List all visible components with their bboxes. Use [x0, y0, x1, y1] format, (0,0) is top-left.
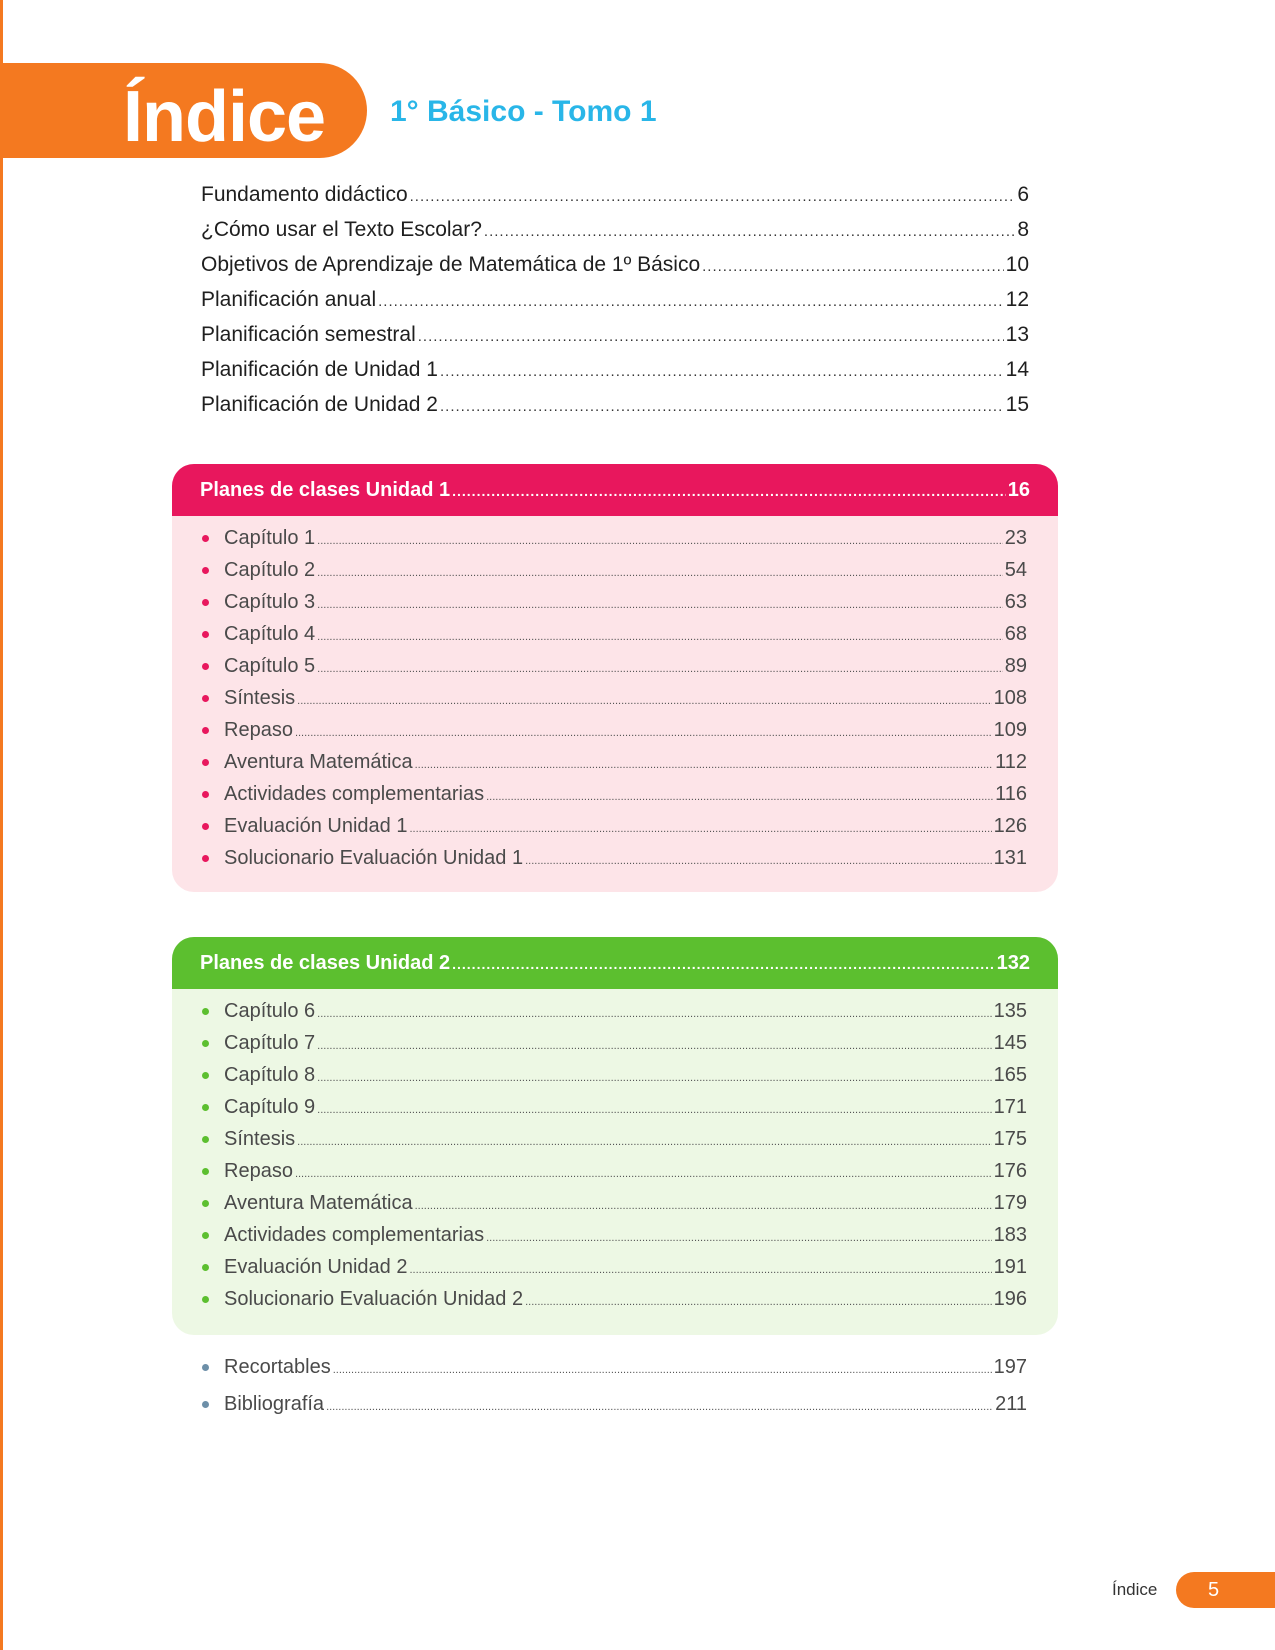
toc-entry-page: 23 — [1004, 527, 1027, 549]
unit-1-page: 16 — [1007, 479, 1030, 501]
toc-entry-label: Capítulo 2 — [224, 559, 316, 581]
dot-leader — [409, 815, 991, 843]
toc-entry[interactable] — [201, 355, 1029, 387]
dot-leader — [295, 1160, 992, 1188]
toc-entry-page: 179 — [993, 1192, 1027, 1214]
toc-entry-page: 126 — [993, 815, 1027, 837]
bullet-icon — [202, 599, 209, 606]
dot-leader — [317, 655, 1003, 683]
toc-entry-label: Síntesis — [224, 1128, 296, 1150]
toc-entry-page: 112 — [995, 751, 1027, 773]
toc-subentry[interactable] — [224, 1353, 1027, 1384]
toc-entry-page: 12 — [1005, 288, 1029, 311]
toc-entry[interactable] — [201, 215, 1029, 247]
dot-leader — [440, 392, 1004, 422]
toc-entry[interactable] — [201, 180, 1029, 212]
bullet-icon — [202, 791, 209, 798]
toc-subentry[interactable] — [224, 812, 1027, 843]
page-title: Índice — [123, 77, 326, 157]
dot-leader — [326, 1393, 993, 1421]
toc-entry[interactable] — [201, 320, 1029, 352]
toc-entry-page: 15 — [1005, 393, 1029, 416]
toc-entry-page: 13 — [1005, 323, 1029, 346]
toc-subentry[interactable] — [224, 652, 1027, 683]
dot-leader — [317, 623, 1003, 651]
toc-entry-label: Aventura Matemática — [224, 1192, 413, 1214]
unit-2-page: 132 — [996, 952, 1030, 974]
toc-subentry[interactable] — [224, 1125, 1027, 1156]
toc-subentry[interactable] — [224, 716, 1027, 747]
toc-entry-page: 8 — [1017, 218, 1029, 241]
dot-leader — [415, 1192, 992, 1220]
toc-entry-page: 175 — [993, 1128, 1027, 1150]
bullet-icon — [202, 855, 209, 862]
dot-leader — [295, 719, 992, 747]
toc-subentry[interactable] — [224, 1029, 1027, 1060]
dot-leader — [317, 1096, 991, 1124]
bullet-icon — [202, 1232, 209, 1239]
toc-entry-page: 54 — [1004, 559, 1027, 581]
dot-leader — [418, 322, 1004, 352]
bullet-icon — [202, 535, 209, 542]
toc-subentry[interactable] — [224, 1390, 1027, 1421]
toc-entry-page: 171 — [993, 1096, 1027, 1118]
toc-subentry[interactable] — [224, 684, 1027, 715]
dot-leader — [317, 559, 1003, 587]
toc-subentry[interactable] — [224, 1157, 1027, 1188]
toc-entry-label: Capítulo 8 — [224, 1064, 316, 1086]
unit-1-heading-entry[interactable] — [200, 475, 1030, 506]
bullet-icon — [202, 1264, 209, 1271]
dot-leader — [415, 751, 993, 779]
dot-leader — [297, 1128, 991, 1156]
toc-entry-label: Capítulo 9 — [224, 1096, 316, 1118]
toc-entry[interactable] — [201, 285, 1029, 317]
toc-entry-page: 116 — [995, 783, 1027, 805]
toc-entry[interactable] — [201, 390, 1029, 422]
toc-subentry[interactable] — [224, 620, 1027, 651]
bullet-icon — [202, 1200, 209, 1207]
dot-leader — [317, 1000, 991, 1028]
dot-leader — [484, 217, 1015, 247]
toc-entry-label: Actividades complementarias — [224, 783, 485, 805]
bullet-icon — [202, 663, 209, 670]
dot-leader — [409, 1256, 991, 1284]
toc-entry-label: Capítulo 6 — [224, 1000, 316, 1022]
toc-entry-label: Repaso — [224, 719, 293, 741]
dot-leader — [525, 1288, 992, 1316]
unit-2-header[interactable] — [172, 937, 1058, 989]
toc-entry-label: Síntesis — [224, 687, 296, 709]
toc-entry-page: 6 — [1017, 183, 1029, 206]
footer-section-label: Índice — [1112, 1580, 1158, 1599]
toc-entry-label: Solucionario Evaluación Unidad 1 — [224, 847, 524, 869]
toc-subentry[interactable] — [224, 1285, 1027, 1316]
toc-entry-label: Solucionario Evaluación Unidad 2 — [224, 1288, 524, 1310]
unit-1-header[interactable] — [172, 464, 1058, 516]
bullet-icon — [202, 759, 209, 766]
toc-subentry[interactable] — [224, 1093, 1027, 1124]
toc-entry-label: Repaso — [224, 1160, 293, 1182]
toc-entry-page: 131 — [993, 847, 1027, 869]
unit-1-title: Planes de clases Unidad 1 — [200, 479, 451, 501]
toc-subentry[interactable] — [224, 1221, 1027, 1252]
toc-entry-page: 145 — [993, 1032, 1027, 1054]
dot-leader — [317, 527, 1003, 555]
toc-entry-label: Planificación de Unidad 2 — [201, 393, 438, 416]
dot-leader — [440, 357, 1004, 387]
toc-entry-label: Capítulo 3 — [224, 591, 316, 613]
dot-leader — [317, 591, 1003, 619]
toc-entry-label: Planificación de Unidad 1 — [201, 358, 438, 381]
page-subtitle: 1° Básico - Tomo 1 — [390, 95, 657, 128]
toc-entry-label: Actividades complementarias — [224, 1224, 485, 1246]
dot-leader — [702, 252, 1004, 282]
bullet-icon — [202, 1104, 209, 1111]
dot-leader — [486, 783, 993, 811]
toc-entry-page: 63 — [1004, 591, 1027, 613]
toc-entry-page: 183 — [993, 1224, 1027, 1246]
toc-entry-page: 176 — [993, 1160, 1027, 1182]
toc-entry-page: 197 — [993, 1356, 1027, 1378]
toc-subentry[interactable] — [224, 1189, 1027, 1220]
dot-leader — [297, 687, 991, 715]
bullet-icon — [202, 695, 209, 702]
toc-entry-label: Planificación semestral — [201, 323, 416, 346]
dot-leader — [486, 1224, 992, 1252]
bullet-icon — [202, 1401, 209, 1408]
toc-subentry[interactable] — [224, 556, 1027, 587]
toc-entry-page: 211 — [995, 1393, 1027, 1415]
dot-leader — [525, 847, 992, 875]
toc-entry-page: 109 — [993, 719, 1027, 741]
dot-leader — [317, 1032, 991, 1060]
toc-entry-label: Evaluación Unidad 1 — [224, 815, 408, 837]
dot-leader — [378, 287, 1004, 317]
toc-entry-label: Aventura Matemática — [224, 751, 413, 773]
dot-leader — [410, 182, 1016, 212]
page-number: 5 — [1208, 1579, 1220, 1601]
dot-leader — [452, 476, 1006, 506]
toc-entry-label: Fundamento didáctico — [201, 183, 408, 206]
bullet-icon — [202, 727, 209, 734]
toc-entry-page: 89 — [1004, 655, 1027, 677]
toc-subentry[interactable] — [224, 844, 1027, 875]
toc-entry-page: 108 — [993, 687, 1027, 709]
bullet-icon — [202, 1364, 209, 1371]
bullet-icon — [202, 1040, 209, 1047]
toc-subentry[interactable] — [224, 1061, 1027, 1092]
toc-entry-label: Bibliografía — [224, 1393, 325, 1415]
dot-leader — [452, 949, 995, 979]
toc-entry-page: 10 — [1005, 253, 1029, 276]
bullet-icon — [202, 1008, 209, 1015]
toc-entry-label: Capítulo 4 — [224, 623, 316, 645]
toc-entry-label: Planificación anual — [201, 288, 377, 311]
page-number-tab — [1176, 1572, 1275, 1608]
toc-entry-label: Capítulo 5 — [224, 655, 316, 677]
toc-subentry[interactable] — [224, 1253, 1027, 1284]
toc-entry-label: Objetivos de Aprendizaje de Matemática de 1º Básico — [201, 253, 701, 276]
toc-entry-page: 14 — [1005, 358, 1029, 381]
toc-subentry[interactable] — [224, 588, 1027, 619]
bullet-icon — [202, 1136, 209, 1143]
unit-2-heading-entry[interactable] — [200, 948, 1030, 979]
toc-entry-page: 191 — [993, 1256, 1027, 1278]
toc-entry-page: 165 — [993, 1064, 1027, 1086]
toc-entry-page: 196 — [993, 1288, 1027, 1310]
toc-entry-label: Evaluación Unidad 2 — [224, 1256, 408, 1278]
bullet-icon — [202, 1072, 209, 1079]
toc-entry[interactable] — [201, 250, 1029, 282]
bullet-icon — [202, 1168, 209, 1175]
bullet-icon — [202, 1296, 209, 1303]
toc-subentry[interactable] — [224, 780, 1027, 811]
toc-subentry[interactable] — [224, 997, 1027, 1028]
dot-leader — [333, 1356, 992, 1384]
toc-entry-page: 68 — [1004, 623, 1027, 645]
bullet-icon — [202, 823, 209, 830]
toc-entry-page: 135 — [993, 1000, 1027, 1022]
toc-entry-label: Capítulo 1 — [224, 527, 316, 549]
toc-subentry[interactable] — [224, 524, 1027, 555]
toc-entry-label: ¿Cómo usar el Texto Escolar? — [201, 218, 482, 241]
toc-entry-label: Recortables — [224, 1356, 331, 1378]
bullet-icon — [202, 567, 209, 574]
dot-leader — [317, 1064, 991, 1092]
bullet-icon — [202, 631, 209, 638]
left-edge-rule — [0, 0, 3, 1650]
toc-subentry[interactable] — [224, 748, 1027, 779]
toc-entry-label: Capítulo 7 — [224, 1032, 316, 1054]
unit-2-title: Planes de clases Unidad 2 — [200, 952, 451, 974]
